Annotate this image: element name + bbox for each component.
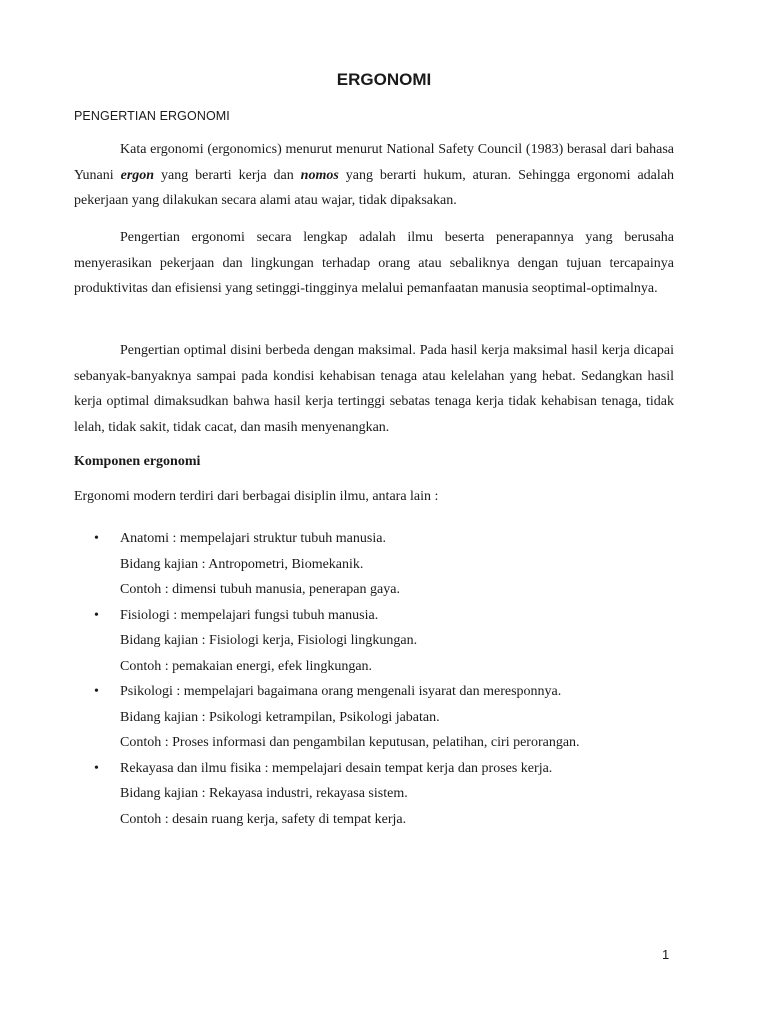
bullet-icon: • bbox=[94, 607, 99, 623]
paragraph-text: Pengertian optimal disini berbeda dengan maksimal. Pada hasil kerja maksimal hasil kerja dicapai sebanyak-banyaknya sampai pada kondisi kehabisan tenaga atau kelelahan yang hebat. Sedangkan hasil kerja optimal dimaksudkan bahwa hasil kerja tertinggi sebatas tenaga kerja tidak kehabisan tenaga, tidak lelah, tidak sakit, tidak cacat, dan masih menyenangkan. bbox=[74, 343, 674, 435]
item-title: Fisiologi : mempelajari fungsi tubuh manusia. bbox=[120, 607, 379, 623]
subheading-components: Komponen ergonomi bbox=[74, 454, 201, 469]
paragraph-text: Pengertian ergonomi secara lengkap adalah ilmu beserta penerapannya yang berusaha menyerasikan pekerjaan dan lingkungan terhadap orang atau sebaliknya dengan tujuan tercapainya produktivitas dan efisiensi yang setinggi-tingginya melalui pemanfaatan manusia seoptimal-optimalnya. bbox=[74, 230, 674, 296]
list-item-psikologi bbox=[74, 679, 684, 756]
bullet-icon: • bbox=[94, 531, 99, 546]
item-field: Bidang kajian : Rekayasa industri, rekayasa sistem. bbox=[120, 786, 408, 801]
item-field: Bidang kajian : Antropometri, Biomekanik. bbox=[120, 556, 364, 572]
item-title: Psikologi : mempelajari bagaimana orang mengenali isyarat dan meresponnya. bbox=[120, 684, 562, 699]
item-example: Contoh : pemakaian energi, efek lingkungan. bbox=[120, 658, 373, 674]
list-item-anatomi bbox=[74, 526, 684, 603]
components-list bbox=[74, 526, 684, 832]
bullet-icon: • bbox=[94, 684, 99, 699]
section-heading: PENGERTIAN ERGONOMI bbox=[74, 109, 230, 123]
term-nomos: nomos bbox=[300, 167, 339, 183]
item-example: Contoh : Proses informasi dan pengambilan keputusan, pelatihan, ciri perorangan. bbox=[120, 735, 580, 750]
item-field: Bidang kajian : Psikologi ketrampilan, Psikologi jabatan. bbox=[120, 709, 440, 725]
list-item-fisiologi bbox=[74, 603, 684, 680]
item-title: Rekayasa dan ilmu fisika : mempelajari desain tempat kerja dan proses kerja. bbox=[120, 760, 553, 776]
paragraph-text: Kata ergonomi (ergonomics) menurut menurut National Safety Council (1983) berasal dari bahasa Yunani bbox=[74, 142, 674, 183]
paragraph-text: yang berarti kerja dan bbox=[154, 167, 301, 183]
item-title: Anatomi : mempelajari struktur tubuh manusia. bbox=[120, 531, 386, 546]
components-intro: Ergonomi modern terdiri dari berbagai disiplin ilmu, antara lain : bbox=[74, 489, 439, 504]
item-field: Bidang kajian : Fisiologi kerja, Fisiologi lingkungan. bbox=[120, 633, 418, 648]
item-example: Contoh : dimensi tubuh manusia, penerapan gaya. bbox=[120, 582, 400, 597]
page-number: 1 bbox=[662, 947, 670, 962]
term-ergon: ergon bbox=[120, 167, 155, 183]
paragraph-text: yang berarti hukum, aturan. Sehingga ergonomi adalah pekerjaan yang dilakukan secara alami atau wajar, tidak dipaksakan. bbox=[74, 167, 674, 208]
bullet-icon: • bbox=[94, 760, 99, 776]
document-title: ERGONOMI bbox=[336, 70, 432, 89]
list-item-rekayasa bbox=[74, 756, 684, 833]
item-example: Contoh : desain ruang kerja, safety di tempat kerja. bbox=[120, 811, 407, 827]
paragraph-definition bbox=[74, 137, 674, 214]
paragraph-full-definition bbox=[74, 225, 674, 302]
paragraph-optimal bbox=[74, 338, 674, 440]
